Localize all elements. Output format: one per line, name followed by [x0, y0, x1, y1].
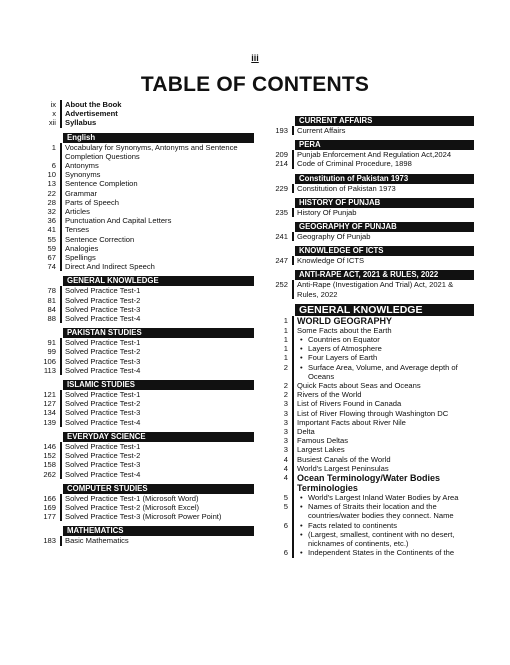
toc-entry-text: Solved Practice Test-3 (Microsoft Power Point) — [60, 512, 254, 521]
toc-section — [30, 380, 254, 427]
toc-entry[interactable] — [30, 189, 254, 198]
toc-page-number: 13 — [47, 179, 56, 189]
right-column — [262, 100, 474, 563]
toc-entry[interactable] — [30, 347, 254, 356]
toc-entry-text: Punjab Enforcement And Regulation Act,2024 — [292, 150, 474, 159]
toc-entry-text: Anti-Rape (Investigation And Trial) Act, 2021 & Rules, 2022 — [292, 280, 474, 298]
toc-entry[interactable] — [262, 455, 474, 464]
toc-entry-text: Solved Practice Test-4 — [60, 366, 254, 375]
toc-entry[interactable] — [262, 184, 474, 193]
toc-entry-text: Important Facts about River Nile — [292, 418, 474, 427]
toc-page-number: 214 — [275, 159, 288, 169]
toc-entry[interactable] — [30, 338, 254, 347]
gk-section — [262, 304, 474, 558]
toc-entry-text: Solved Practice Test-2 (Microsoft Excel) — [60, 503, 254, 512]
toc-page-number: xii — [48, 118, 56, 128]
toc-page-number — [262, 530, 292, 548]
toc-entry[interactable] — [262, 418, 474, 427]
toc-page-number: 262 — [43, 469, 56, 479]
toc-entry-text: Solved Practice Test-2 — [60, 296, 254, 305]
section-heading: GENERAL KNOWLEDGE — [63, 276, 254, 286]
toc-page-number: 84 — [47, 304, 56, 314]
toc-entry[interactable] — [30, 390, 254, 399]
toc-entry-text: Solved Practice Test-4 — [60, 470, 254, 479]
toc-page-number: 158 — [43, 460, 56, 470]
toc-entry[interactable] — [262, 548, 474, 557]
toc-entry[interactable] — [262, 126, 474, 135]
toc-entry-text: Solved Practice Test-1 (Microsoft Word) — [60, 494, 254, 503]
toc-entry[interactable] — [30, 198, 254, 207]
toc-entry[interactable] — [30, 442, 254, 451]
toc-entry-text: Solved Practice Test-1 — [60, 390, 254, 399]
toc-entry[interactable] — [30, 235, 254, 244]
toc-entry[interactable] — [30, 100, 254, 109]
section-heading: MATHEMATICS — [63, 526, 254, 536]
toc-entry-text: Analogies — [60, 244, 254, 253]
toc-entry[interactable] — [262, 363, 474, 381]
toc-entry-text: Solved Practice Test-4 — [60, 418, 254, 427]
toc-entry-text: • World's Largest Inland Water Bodies by Area — [292, 493, 474, 502]
toc-entry-text: Rivers of the World — [292, 390, 474, 399]
toc-entry-text: List of River Flowing through Washington DC — [292, 409, 474, 418]
toc-page-number: 2 — [283, 390, 288, 400]
toc-entry[interactable] — [262, 381, 474, 390]
toc-entry[interactable] — [262, 208, 474, 217]
toc-entry[interactable] — [30, 109, 254, 118]
toc-page-number: 59 — [47, 243, 56, 253]
toc-page-number: 81 — [47, 295, 56, 305]
right-sections — [262, 116, 474, 299]
toc-entry[interactable] — [30, 207, 254, 216]
toc-entry-text: About the Book — [60, 100, 254, 109]
toc-section — [262, 222, 474, 241]
toc-entry-text: Syllabus — [60, 118, 254, 127]
toc-entry-text: Antonyms — [60, 161, 254, 170]
toc-entry-text: Solved Practice Test-3 — [60, 305, 254, 314]
toc-entry-text: Code of Criminal Procedure, 1898 — [292, 159, 474, 168]
toc-page-number: 106 — [43, 356, 56, 366]
toc-entry[interactable] — [262, 150, 474, 159]
toc-entry[interactable] — [262, 502, 474, 520]
toc-entry[interactable] — [262, 473, 474, 493]
toc-entry[interactable] — [30, 366, 254, 375]
toc-entry-text: Solved Practice Test-1 — [60, 286, 254, 295]
toc-page-number: 152 — [43, 451, 56, 461]
toc-entry-text: Sentence Correction — [60, 235, 254, 244]
toc-entry-text: History Of Punjab — [292, 208, 474, 217]
section-heading: KNOWLEDGE OF ICTS — [295, 246, 474, 256]
toc-entry-text: Solved Practice Test-1 — [60, 442, 254, 451]
toc-page-number: 4 — [283, 454, 288, 464]
toc-entry-text: • Surface Area, Volume, and Average depth of Oceans — [292, 363, 474, 381]
section-heading: PAKISTAN STUDIES — [63, 328, 254, 338]
toc-entry[interactable] — [262, 464, 474, 473]
section-heading: EVERYDAY SCIENCE — [63, 432, 254, 442]
toc-page-number: 169 — [43, 502, 56, 512]
toc-page-number: 99 — [47, 347, 56, 357]
toc-entry[interactable] — [30, 418, 254, 427]
toc-page-number: 166 — [43, 493, 56, 503]
toc-page-number: 113 — [43, 365, 56, 375]
toc-entry-text: Geography Of Punjab — [292, 232, 474, 241]
toc-entry[interactable] — [262, 335, 474, 344]
toc-entry[interactable] — [30, 161, 254, 170]
toc-entry-text: Vocabulary for Synonyms, Antonyms and Sentence Completion Questions — [60, 143, 254, 161]
toc-page-number: 252 — [275, 280, 288, 290]
toc-entry-text: World's Largest Peninsulas — [292, 464, 474, 473]
toc-entry-text: List of Rivers Found in Canada — [292, 399, 474, 408]
toc-entry-text: Spellings — [60, 253, 254, 262]
toc-entry[interactable] — [262, 159, 474, 168]
toc-entry[interactable] — [30, 470, 254, 479]
toc-entry-text: Famous Deltas — [292, 436, 474, 445]
toc-entry-text: Ocean Terminology/Water Bodies Terminologies — [292, 473, 474, 493]
toc-page-number: 1 — [283, 315, 288, 325]
toc-entry-text: Basic Mathematics — [60, 536, 254, 545]
toc-entry[interactable] — [30, 296, 254, 305]
toc-entry-text: Quick Facts about Seas and Oceans — [292, 381, 474, 390]
toc-entry[interactable] — [262, 521, 474, 530]
toc-page-number: 2 — [283, 381, 288, 391]
toc-entry[interactable] — [30, 216, 254, 225]
toc-page-number: 74 — [47, 262, 56, 272]
section-heading: ANTI-RAPE ACT, 2021 & RULES, 2022 — [295, 270, 474, 280]
toc-section — [262, 246, 474, 265]
toc-page-number: 6 — [283, 520, 288, 530]
toc-entry-text: Parts of Speech — [60, 198, 254, 207]
toc-entry[interactable] — [262, 399, 474, 408]
section-heading: HISTORY OF PUNJAB — [295, 198, 474, 208]
section-heading: GEOGRAPHY OF PUNJAB — [295, 222, 474, 232]
toc-entry-text: Delta — [292, 427, 474, 436]
toc-page-number: 209 — [275, 150, 288, 160]
toc-entry[interactable] — [262, 326, 474, 335]
front-matter-list — [30, 100, 254, 128]
toc-page-number: 4 — [283, 463, 288, 473]
section-heading: English — [63, 133, 254, 143]
toc-entry[interactable] — [262, 436, 474, 445]
toc-page-number: 177 — [43, 512, 56, 522]
toc-page-number: 41 — [47, 225, 56, 235]
toc-page-number: 2 — [283, 362, 288, 372]
toc-page-number: 28 — [47, 197, 56, 207]
toc-entry-text: • Facts related to continents — [292, 521, 474, 530]
toc-page-number: 229 — [275, 183, 288, 193]
toc-entry-text: Solved Practice Test-3 — [60, 357, 254, 366]
toc-page-number: 1 — [283, 353, 288, 363]
toc-section — [30, 328, 254, 375]
toc-entry[interactable] — [262, 493, 474, 502]
section-heading: GENERAL KNOWLEDGE — [295, 304, 474, 316]
toc-entry[interactable] — [262, 530, 474, 548]
toc-entry[interactable] — [262, 409, 474, 418]
toc-section — [262, 140, 474, 168]
toc-section — [262, 174, 474, 193]
toc-page-number: 78 — [47, 286, 56, 296]
toc-entry-text: Solved Practice Test-2 — [60, 347, 254, 356]
toc-section — [30, 484, 254, 522]
toc-entry[interactable] — [30, 451, 254, 460]
toc-page-number: ix — [50, 100, 56, 109]
toc-page-number: 139 — [43, 417, 56, 427]
section-heading: CURRENT AFFAIRS — [295, 116, 474, 126]
left-sections — [30, 133, 254, 546]
toc-entry[interactable] — [30, 314, 254, 323]
toc-entry-text: Solved Practice Test-3 — [60, 408, 254, 417]
toc-page-number: 88 — [47, 314, 56, 324]
toc-entry-text: Direct And Indirect Speech — [60, 262, 254, 271]
toc-page-number: 1 — [283, 325, 288, 335]
toc-entry-text: Constitution of Pakistan 1973 — [292, 184, 474, 193]
toc-page-number: 3 — [283, 445, 288, 455]
toc-entry[interactable] — [30, 262, 254, 271]
toc-entry-text: Grammar — [60, 189, 254, 198]
toc-page-number: 1 — [283, 344, 288, 354]
toc-page-number: 10 — [47, 170, 56, 180]
toc-page-number: 22 — [47, 188, 56, 198]
toc-page-number: 3 — [283, 417, 288, 427]
toc-page-number: 235 — [275, 207, 288, 217]
toc-page-number: 91 — [47, 338, 56, 348]
toc-page-number: 193 — [275, 126, 288, 135]
toc-entry[interactable] — [30, 494, 254, 503]
toc-entry-text: Knowledge Of ICTS — [292, 256, 474, 265]
toc-entry-text: • Names of Straits their location and the countries/water bodies they connect. Name — [292, 502, 474, 520]
toc-section — [30, 432, 254, 479]
toc-page-number: 121 — [43, 390, 56, 400]
toc-entry-text: Busiest Canals of the World — [292, 455, 474, 464]
section-heading: ISLAMIC STUDIES — [63, 380, 254, 390]
toc-entry[interactable] — [262, 427, 474, 436]
toc-entry[interactable] — [30, 225, 254, 234]
toc-page-number: 3 — [283, 427, 288, 437]
toc-page-number: 55 — [47, 234, 56, 244]
toc-entry-text: Solved Practice Test-2 — [60, 399, 254, 408]
toc-entry-text: Current Affairs — [292, 126, 474, 135]
toc-entry[interactable] — [30, 399, 254, 408]
toc-entry[interactable] — [30, 170, 254, 179]
toc-section — [30, 133, 254, 272]
toc-page-number: 127 — [43, 399, 56, 409]
toc-entry[interactable] — [30, 536, 254, 545]
toc-entry[interactable] — [30, 118, 254, 127]
toc-page-number: 5 — [283, 502, 288, 512]
toc-entry[interactable] — [30, 512, 254, 521]
toc-entry[interactable] — [262, 353, 474, 362]
toc-entry[interactable] — [262, 344, 474, 353]
toc-page-number: x — [52, 109, 56, 119]
toc-page-number: 241 — [275, 232, 288, 242]
toc-entry-text: • Independent States in the Continents of the — [292, 548, 474, 557]
toc-entry-text: • (Largest, smallest, continent with no desert, nicknames of continents, etc.) — [292, 530, 474, 548]
toc-entry-text: Tenses — [60, 225, 254, 234]
toc-page-number: 183 — [43, 536, 56, 546]
toc-entry[interactable] — [262, 445, 474, 454]
toc-section — [262, 116, 474, 135]
toc-entry-text: Advertisement — [60, 109, 254, 118]
toc-entry-text: • Countries on Equator — [292, 335, 474, 344]
toc-entry[interactable] — [30, 179, 254, 188]
page-title: TABLE OF CONTENTS — [140, 73, 370, 96]
toc-entry[interactable] — [30, 357, 254, 366]
toc-entry[interactable] — [262, 316, 474, 326]
toc-entry-text: Sentence Completion — [60, 179, 254, 188]
section-heading: Constitution of Pakistan 1973 — [295, 174, 474, 184]
toc-entry-text: Punctuation And Capital Letters — [60, 216, 254, 225]
toc-entry-text: Solved Practice Test-2 — [60, 451, 254, 460]
toc-page-number: 3 — [283, 408, 288, 418]
toc-entry[interactable] — [262, 232, 474, 241]
toc-entry[interactable] — [262, 280, 474, 298]
section-heading: COMPUTER STUDIES — [63, 484, 254, 494]
toc-entry[interactable] — [30, 143, 254, 161]
roman-page-number: iii — [251, 53, 259, 63]
toc-page-number: 247 — [275, 256, 288, 266]
toc-entry-text: Solved Practice Test-4 — [60, 314, 254, 323]
toc-section — [262, 270, 474, 298]
toc-page-number: 4 — [283, 473, 288, 483]
toc-page-number: 134 — [43, 408, 56, 418]
toc-entry-text: Largest Lakes — [292, 445, 474, 454]
toc-entry[interactable] — [30, 408, 254, 417]
toc-entry-text: • Four Layers of Earth — [292, 353, 474, 362]
toc-entry-text: Synonyms — [60, 170, 254, 179]
toc-page-number: 6 — [283, 548, 288, 558]
toc-page-number: 3 — [283, 436, 288, 446]
toc-entry[interactable] — [30, 253, 254, 262]
toc-entry-text: Articles — [60, 207, 254, 216]
toc-page-number: 1 — [283, 335, 288, 345]
toc-entry[interactable] — [30, 503, 254, 512]
toc-entry-text: • Layers of Atmosphere — [292, 344, 474, 353]
toc-entry[interactable] — [262, 256, 474, 265]
toc-page-number: 67 — [47, 253, 56, 263]
toc-entry-text: Solved Practice Test-3 — [60, 460, 254, 469]
toc-page-number: 32 — [47, 207, 56, 217]
toc-entry[interactable] — [262, 390, 474, 399]
toc-page-number: 5 — [283, 493, 288, 503]
toc-entry-text: Solved Practice Test-1 — [60, 338, 254, 347]
left-column — [30, 100, 254, 551]
toc-entry[interactable] — [30, 244, 254, 253]
toc-entry[interactable] — [30, 305, 254, 314]
toc-section — [30, 526, 254, 545]
toc-section — [30, 276, 254, 323]
toc-section — [262, 198, 474, 217]
section-heading: PERA — [295, 140, 474, 150]
toc-page-number: 146 — [43, 441, 56, 451]
toc-page-number: 3 — [283, 399, 288, 409]
toc-entry[interactable] — [30, 286, 254, 295]
toc-page-number: 1 — [51, 142, 56, 152]
toc-page-number: 36 — [47, 216, 56, 226]
toc-page-number: 6 — [51, 161, 56, 171]
toc-entry[interactable] — [30, 460, 254, 469]
toc-entry-text: WORLD GEOGRAPHY — [292, 316, 474, 326]
toc-entry-text: Some Facts about the Earth — [292, 326, 474, 335]
